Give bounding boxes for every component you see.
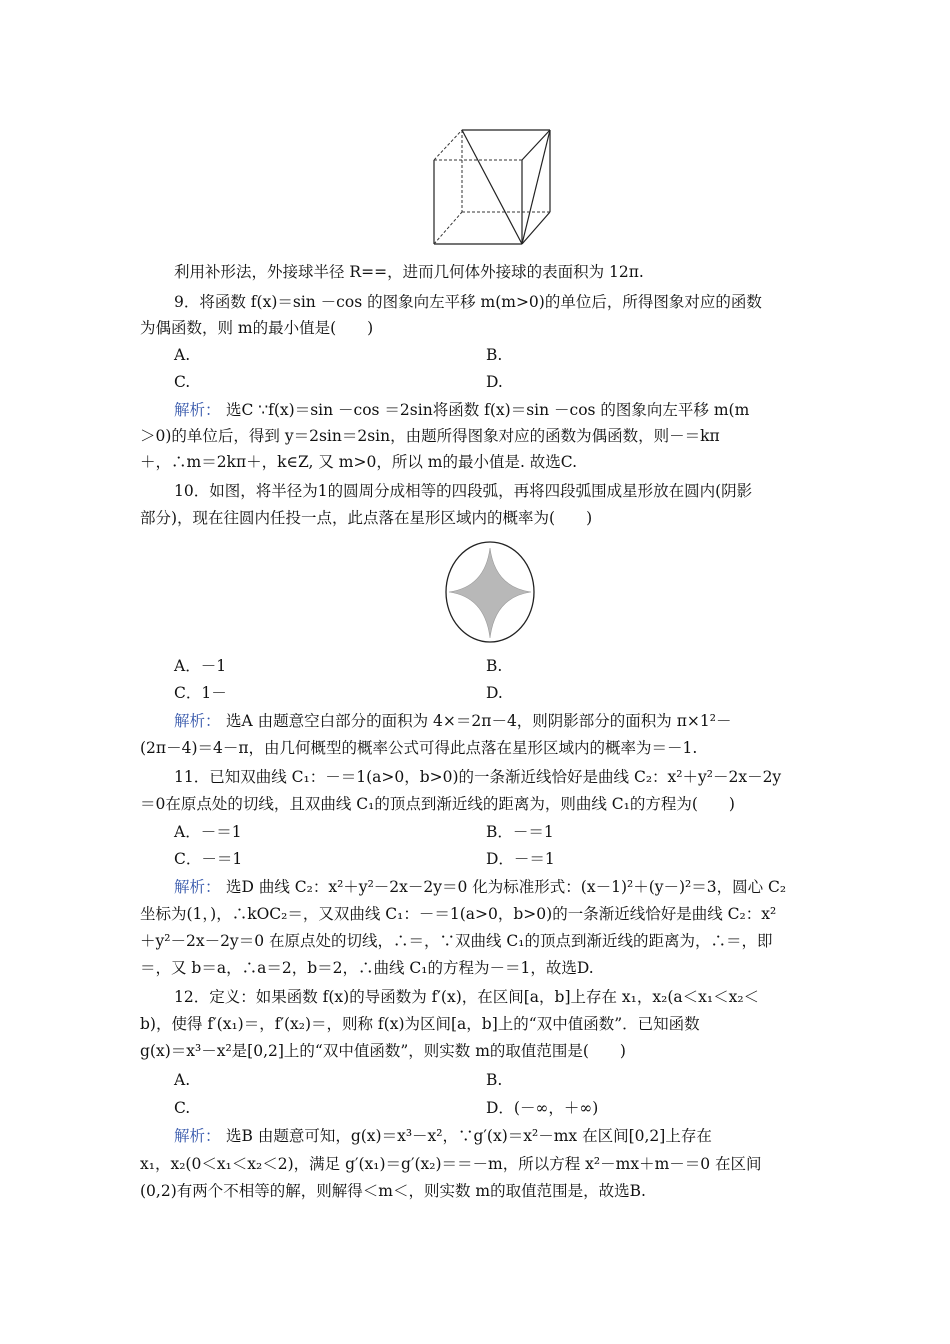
question-9-line: 9．将函数 f(x)＝sin －cos 的图象向左平移 m(m>0)的单位后，所得图象对应的函数 bbox=[174, 293, 762, 311]
solution-label: 解析： bbox=[174, 712, 221, 730]
solution-line: 选B 由题意可知，g(x)＝x³－x²，∵g′(x)＝x²－mx 在区间[0,2]上存在 bbox=[226, 1127, 712, 1145]
question-10-line: 10．如图，将半径为1的圆周分成相等的四段弧，再将四段弧围成星形放在圆内(阴影 bbox=[174, 482, 753, 500]
option-a: A．－1 bbox=[174, 657, 227, 675]
solution-line: 选C ∵f(x)＝sin －cos ＝2sin将函数 f(x)＝sin －cos 的图象向左平移 m(m bbox=[226, 401, 750, 419]
text-line: 利用补形法，外接球半径 R==，进而几何体外接球的表面积为 12π. bbox=[174, 263, 644, 281]
solution-line: (2π－4)＝4－π，由几何概型的概率公式可得此点落在星形区域内的概率为＝－1. bbox=[140, 739, 698, 757]
solution-label: 解析： bbox=[174, 401, 221, 419]
star-circle-figure bbox=[443, 540, 537, 644]
solution-line: 坐标为(1，)，∴kOC₂＝，又双曲线 C₁：－＝1(a>0，b>0)的一条渐近线恰好是曲线 C₂：x² bbox=[140, 905, 777, 923]
question-12-line: 12．定义：如果函数 f(x)的导函数为 f′(x)，在区间[a，b]上存在 x₁，x₂(a＜x₁＜x₂＜ bbox=[174, 988, 760, 1006]
question-11-line: 11．已知双曲线 C₁：－＝1(a>0，b>0)的一条渐近线恰好是曲线 C₂：x²＋y²－2x－2y bbox=[174, 768, 782, 786]
solution-line: 选A 由题意空白部分的面积为 4×＝2π－4，则阴影部分的面积为 π×1²－ bbox=[226, 712, 732, 730]
question-11-line: ＝0在原点处的切线，且双曲线 C₁的顶点到渐近线的距离为，则曲线 C₁的方程为( ) bbox=[140, 795, 735, 813]
option-a: A．－＝1 bbox=[174, 823, 242, 841]
solution-label: 解析： bbox=[174, 878, 221, 896]
question-12-line: b)，使得 f′(x₁)＝，f′(x₂)＝，则称 f(x)为区间[a，b]上的“双中值函数”．已知函数 bbox=[140, 1015, 700, 1033]
option-c: C．1－ bbox=[174, 684, 227, 702]
option-a: A. bbox=[174, 346, 191, 364]
option-c: C. bbox=[174, 1099, 191, 1117]
solution-line: ＞0)的单位后，得到 y＝2sin＝2sin，由题所得图象对应的函数为偶函数，则－＝kπ bbox=[140, 427, 720, 445]
option-d: D. bbox=[486, 684, 503, 702]
solution-line: 选D 曲线 C₂：x²＋y²－2x－2y＝0 化为标准形式：(x－1)²＋(y－)²＝3，圆心 C₂ bbox=[226, 878, 787, 896]
solution-line: x₁，x₂(0＜x₁＜x₂＜2)，满足 g′(x₁)＝g′(x₂)＝＝－m，所以方程 x²－mx＋m－＝0 在区间 bbox=[140, 1155, 762, 1173]
solution-line: ＋，∴m＝2kπ＋，k∈Z, 又 m>0，所以 m的最小值是. 故选C. bbox=[140, 453, 578, 471]
question-9-line: 为偶函数，则 m的最小值是( ) bbox=[140, 319, 374, 337]
solution-line: ＝，又 b＝a，∴a＝2，b＝2，∴曲线 C₁的方程为－＝1，故选D. bbox=[140, 959, 594, 977]
option-d: D. bbox=[486, 373, 503, 391]
option-b: B. bbox=[486, 346, 503, 364]
solution-label: 解析： bbox=[174, 1127, 221, 1145]
cube-figure bbox=[432, 128, 556, 246]
option-c: C．－＝1 bbox=[174, 850, 243, 868]
hidden-edge bbox=[434, 130, 462, 160]
option-c: C. bbox=[174, 373, 191, 391]
option-b: B．－＝1 bbox=[486, 823, 554, 841]
option-d: D．－＝1 bbox=[486, 850, 555, 868]
question-12-line: g(x)＝x³－x²是[0,2]上的“双中值函数”，则实数 m的取值范围是( ) bbox=[140, 1042, 626, 1060]
solution-line: (0,2)有两个不相等的解，则解得＜m＜，则实数 m的取值范围是，故选B. bbox=[140, 1182, 646, 1200]
option-a: A. bbox=[174, 1071, 191, 1089]
diagonal-line bbox=[522, 130, 550, 244]
diagonal-line bbox=[462, 130, 522, 244]
question-10-line: 部分)，现在往圆内任投一点，此点落在星形区域内的概率为( ) bbox=[140, 509, 593, 527]
option-d: D．(－∞，＋∞) bbox=[486, 1099, 599, 1117]
hidden-edge bbox=[434, 212, 462, 244]
solution-line: ＋y²－2x－2y＝0 在原点处的切线，∴＝，∵双曲线 C₁的顶点到渐近线的距离为，∴＝，即 bbox=[140, 932, 773, 950]
option-b: B. bbox=[486, 657, 503, 675]
option-b: B. bbox=[486, 1071, 503, 1089]
